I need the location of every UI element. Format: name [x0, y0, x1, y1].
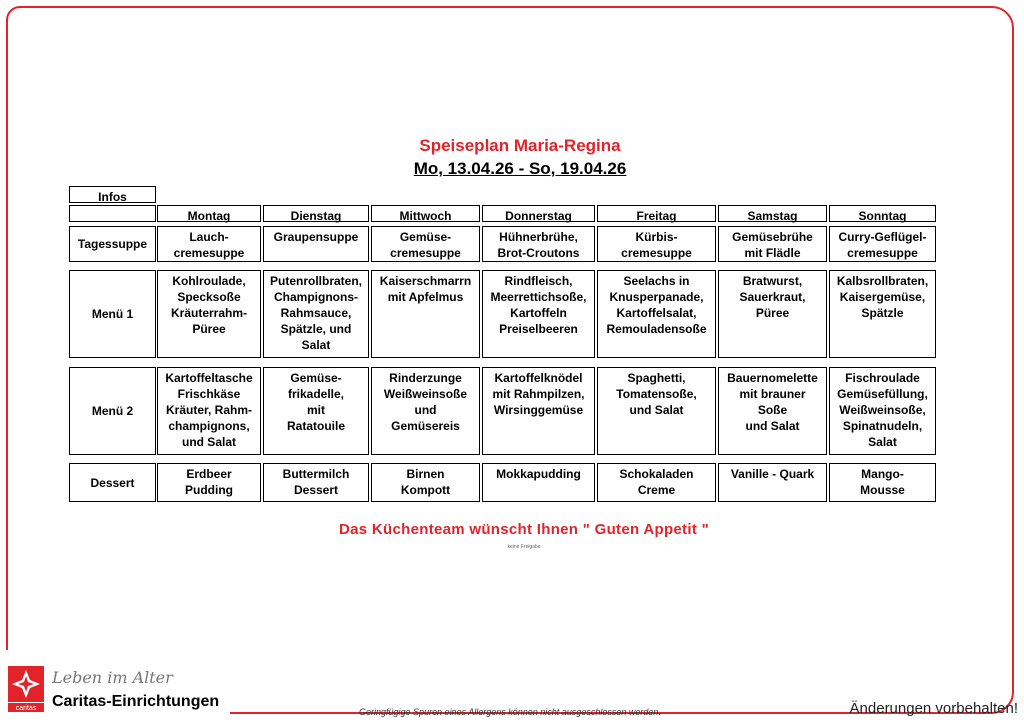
menu-cell-dessert-6: Mango- Mousse	[829, 463, 936, 502]
page-title: Speiseplan Maria-Regina	[419, 136, 621, 155]
menu-cell-menu1-2: Kaiserschmarrn mit Apfelmus	[371, 270, 480, 358]
menu-cell-menu1-5: Bratwurst, Sauerkraut, Püree	[718, 270, 827, 358]
row-label-dessert: Dessert	[69, 463, 156, 502]
menu-cell-soup-3: Hühnerbrühe, Brot-Croutons	[482, 226, 595, 262]
menu-cell-menu1-0: Kohlroulade, Specksoße Kräuterrahm- Püree	[157, 270, 261, 358]
menu-cell-menu2-1: Gemüse- frikadelle, mit Ratatouile	[263, 367, 369, 455]
allergen-note: Geringfügige Spuren eines Allergens können nicht ausgeschlossen werden.	[359, 707, 661, 717]
release-note: keine Freigabe	[507, 544, 541, 550]
day-header-3: Donnerstag	[482, 205, 595, 222]
menu-cell-menu2-0: Kartoffeltasche Frischkäse Kräuter, Rahm- champignons, und Salat	[157, 367, 261, 455]
day-header-6: Sonntag	[829, 205, 936, 222]
day-header-1: Dienstag	[263, 205, 369, 222]
infos-empty-cell	[69, 205, 156, 222]
page-border	[6, 6, 1014, 714]
row-label-menu1: Menü 1	[69, 270, 156, 358]
changes-note: Änderungen vorbehalten!	[849, 700, 1018, 717]
slogan: Leben im Alter	[52, 668, 173, 687]
menu-cell-dessert-4: Schokaladen Creme	[597, 463, 716, 502]
menu-cell-soup-5: Gemüsebrühe mit Flädle	[718, 226, 827, 262]
brand-name: Caritas-Einrichtungen	[52, 693, 220, 710]
day-header-0: Montag	[157, 205, 261, 222]
menu-cell-menu2-3: Kartoffelknödel mit Rahmpilzen, Wirsinggemüse	[482, 367, 595, 455]
day-header-5: Samstag	[718, 205, 827, 222]
greeting: Das Küchenteam wünscht Ihnen " Guten Appetit "	[339, 521, 709, 538]
menu-cell-menu2-6: Fischroulade Gemüsefüllung, Weißweinsoße, Spinatnudeln, Salat	[829, 367, 936, 455]
menu-cell-menu1-4: Seelachs in Knusperpanade, Kartoffelsalat, Remouladensoße	[597, 270, 716, 358]
menu-cell-dessert-1: Buttermilch Dessert	[263, 463, 369, 502]
menu-cell-dessert-0: Erdbeer Pudding	[157, 463, 261, 502]
menu-cell-menu2-5: Bauernomelette mit brauner Soße und Salat	[718, 367, 827, 455]
row-label-soup: Tagessuppe	[69, 226, 156, 262]
menu-cell-menu2-2: Rinderzunge Weißweinsoße und Gemüsereis	[371, 367, 480, 455]
row-label-menu2: Menü 2	[69, 367, 156, 455]
menu-cell-dessert-3: Mokkapudding	[482, 463, 595, 502]
caritas-icon	[8, 666, 44, 712]
menu-cell-dessert-2: Birnen Kompott	[371, 463, 480, 502]
menu-cell-soup-4: Kürbis- cremesuppe	[597, 226, 716, 262]
logo-caption: caritas	[15, 705, 37, 712]
menu-cell-menu2-4: Spaghetti, Tomatensoße, und Salat	[597, 367, 716, 455]
menu-cell-menu1-6: Kalbsrollbraten, Kaisergemüse, Spätzle	[829, 270, 936, 358]
menu-cell-soup-1: Graupensuppe	[263, 226, 369, 262]
day-header-2: Mittwoch	[371, 205, 480, 222]
day-header-4: Freitag	[597, 205, 716, 222]
infos-label: Infos	[69, 186, 156, 203]
menu-cell-soup-0: Lauch- cremesuppe	[157, 226, 261, 262]
menu-cell-menu1-1: Putenrollbraten, Champignons- Rahmsauce, Spätzle, und Salat	[263, 270, 369, 358]
menu-cell-soup-2: Gemüse- cremesuppe	[371, 226, 480, 262]
menu-cell-menu1-3: Rindfleisch, Meerrettichsoße, Kartoffeln Preiselbeeren	[482, 270, 595, 358]
menu-cell-soup-6: Curry-Geflügel- cremesuppe	[829, 226, 936, 262]
menu-cell-dessert-5: Vanille - Quark	[718, 463, 827, 502]
date-range: Mo, 13.04.26 - So, 19.04.26	[413, 159, 627, 178]
